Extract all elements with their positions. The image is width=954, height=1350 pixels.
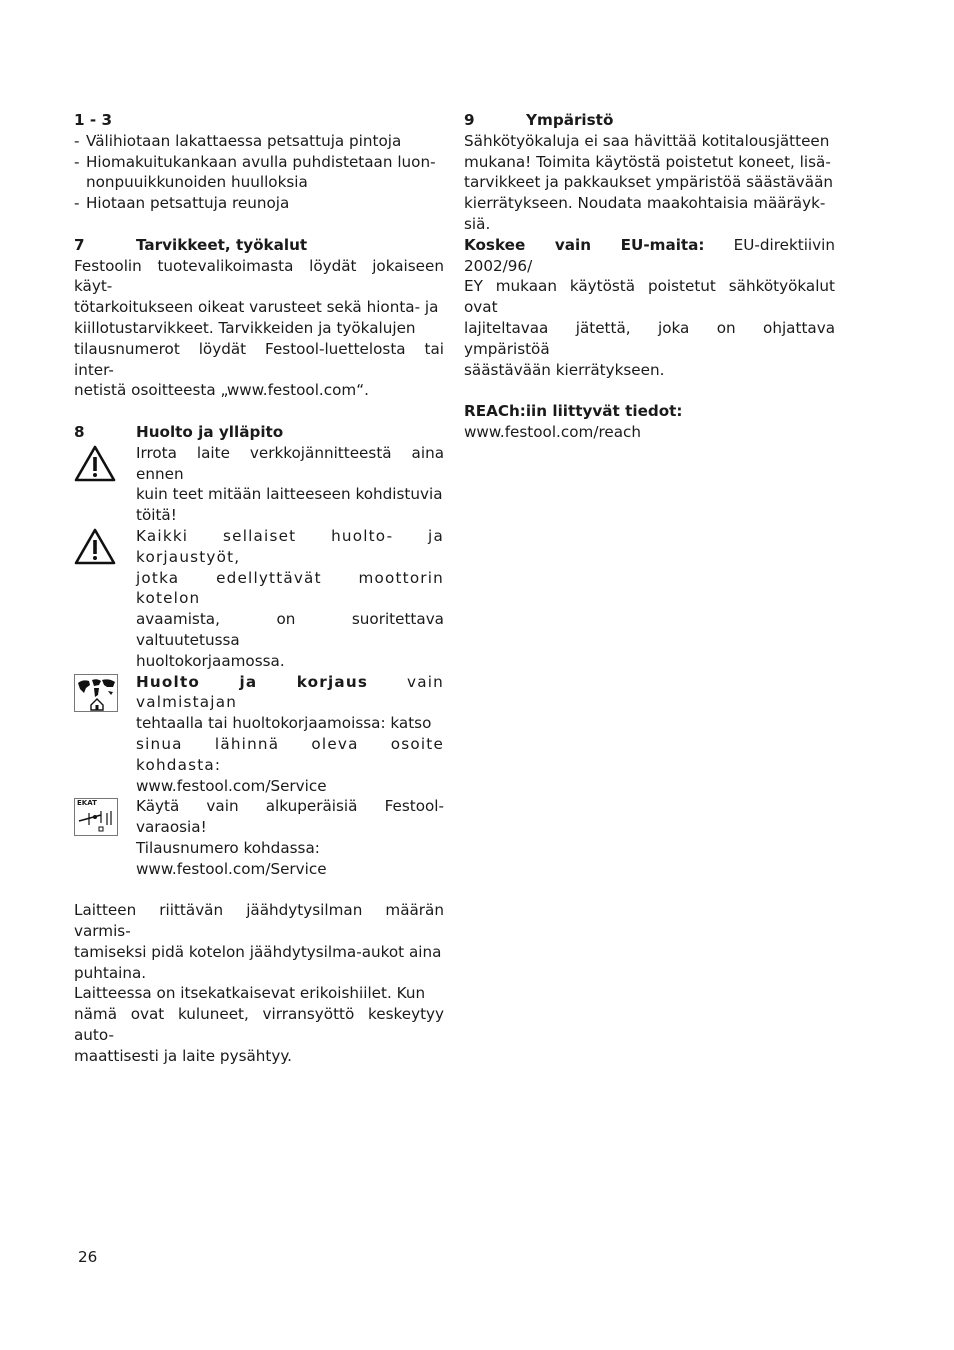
spare-parts-info: EKAT Käytä vain alkuperäisiä Festool- varaosia! Tilausnumero kohdassa: www.festool.com/Service (74, 796, 444, 879)
section-8-heading: 8 Huolto ja ylläpito (74, 422, 284, 441)
section-1-3-heading: 1 - 3 (74, 111, 113, 129)
ekat-spare-parts-icon: EKAT (74, 798, 118, 836)
list-item: - Hiomakuitukankaan avulla puhdistetaan luon- nonpuuikkunoiden huulloksia (74, 152, 436, 192)
section-7-body: Festoolin tuotevalikoimasta löydät jokaiseen käyt- tötarkoitukseen oikeat varusteet sekä hionta- ja kiillotustarvikkeet. Tarvikkeiden ja työkalujen tilausnumerot löydät Festool-luettelosta tai inter- netistä osoitteesta „www.festool.com“. (74, 256, 444, 400)
section-9-heading: 9 Ympäristö (464, 111, 614, 129)
right-column (464, 110, 835, 443)
warning-triangle-icon (74, 445, 116, 483)
section-9-body: Sähkötyökaluja ei saa hävittää kotitalousjätteen mukana! Toimita käytöstä poistetut koneet, lisä- tarvikkeet ja pakkaukset ympäristöä säästävään kierrätykseen. Noudata maakohtaisia määräyk- siä. (464, 131, 834, 233)
warning-repair: Kaikki sellaiset huolto- ja korjaustyöt, jotka edellyttävät moottorin kotelon avaamista, on suoritettava valtuutetussa huoltokorjaamossa. (74, 526, 444, 672)
reach-heading: REACh:iin liittyvät tiedot: (464, 402, 683, 421)
list-item: - Välihiotaan lakattaessa petsattuja pintoja (74, 131, 402, 150)
service-info: Huolto ja korjaus vain valmistajan tehtaalla tai huoltokorjaamoissa: katso sinua lähinnä oleva osoite kohdasta: www.festool.com/Service (74, 672, 444, 797)
list-item: - Hiotaan petsattuja reunoja (74, 194, 290, 213)
warning-disconnect: Irrota laite verkkojännitteestä aina ennen kuin teet mitään laitteeseen kohdistuvia töitä! (74, 443, 444, 526)
world-service-icon (74, 674, 118, 712)
reach-link[interactable]: www.festool.com/reach (464, 422, 641, 441)
section-7-heading: 7 Tarvikkeet, työkalut (74, 235, 308, 254)
cooling-paragraph: Laitteen riittävän jäähdytysilman määrän varmis- tamiseksi pidä kotelon jäähdytysilma-aukot aina puhtaina. (74, 901, 444, 982)
left-column (74, 110, 444, 1067)
eu-notice: Koskee vain EU-maita: EU-direktiivin 2002/96/ EY mukaan käytöstä poistetut sähkötyökalut ovat lajiteltavaa jätettä, joka on ohjattava ympäristöä säästävään kierrätykseen. (464, 235, 835, 379)
carbon-brush-paragraph: Laitteessa on itsekatkaisevat erikoishiilet. Kun nämä ovat kuluneet, virransyöttö keskeytyy auto- maattisesti ja laite pysähtyy. (74, 984, 444, 1065)
page-number: 26 (78, 1248, 98, 1266)
warning-triangle-icon (74, 528, 116, 566)
